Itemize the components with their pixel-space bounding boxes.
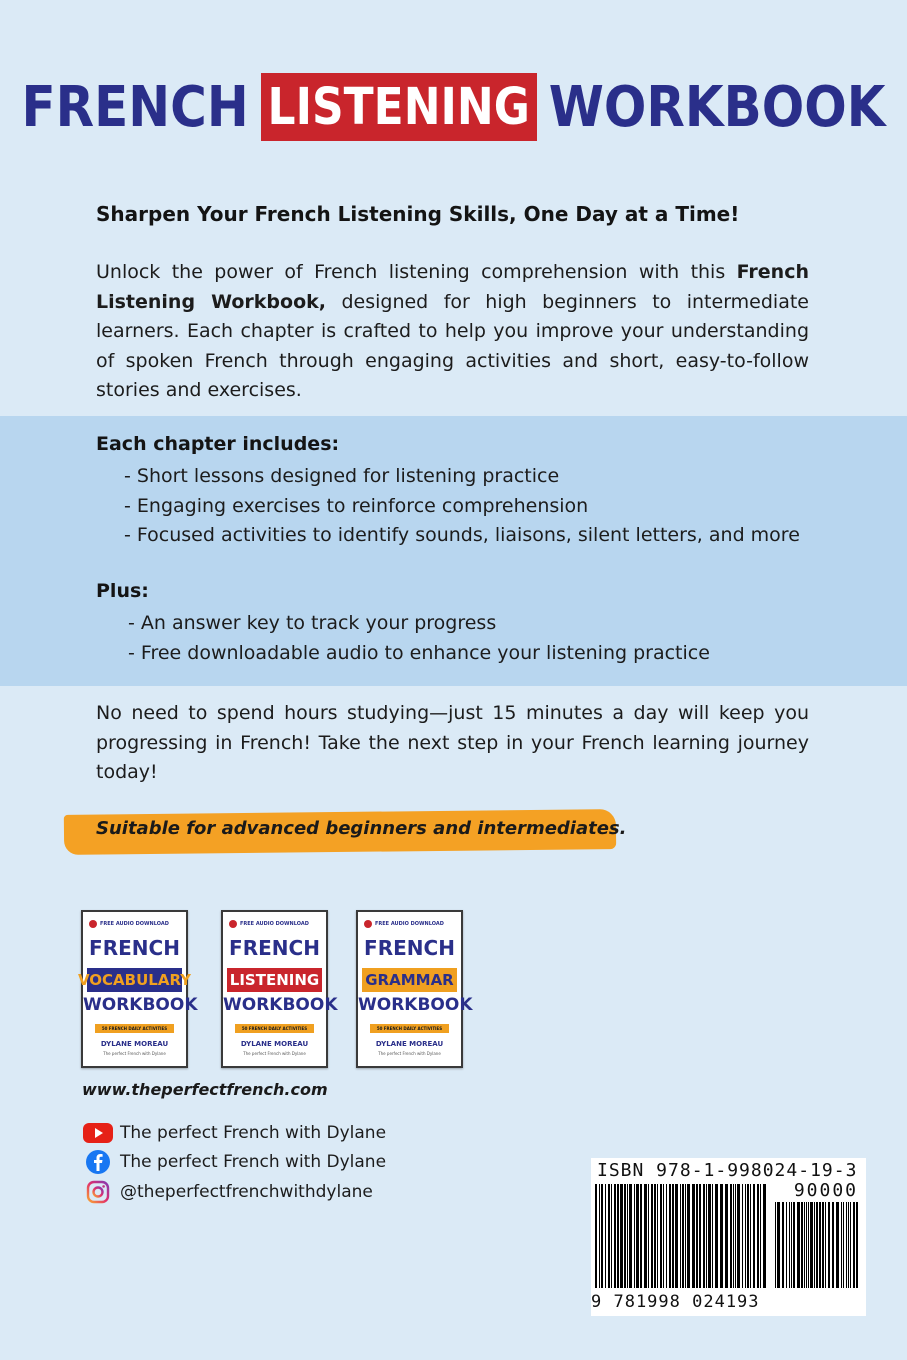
youtube-icon	[82, 1122, 114, 1144]
book-band: VOCABULARY	[87, 968, 182, 992]
book-top-label: FREE AUDIO DOWNLOAD	[100, 921, 169, 927]
chapter-list	[124, 462, 800, 551]
play-icon	[364, 920, 372, 928]
intro-bold: French Listening Workbook,	[96, 261, 809, 313]
facebook-label: The perfect French with Dylane	[120, 1152, 387, 1172]
book-word3: WORKBOOK	[223, 995, 338, 1015]
barcode-number: 9 781998 024193	[591, 1292, 760, 1312]
list-item: - Short lessons designed for listening practice	[124, 465, 560, 487]
social-youtube[interactable]	[82, 1122, 386, 1144]
book-top-label: FREE AUDIO DOWNLOAD	[240, 921, 309, 927]
list-item: - An answer key to track your progress	[128, 612, 497, 634]
book-word3: WORKBOOK	[358, 995, 473, 1015]
social-instagram[interactable]	[82, 1181, 373, 1203]
book-subtitle: 50 FRENCH DAILY ACTIVITIES	[370, 1024, 449, 1033]
title	[0, 72, 907, 142]
plus-heading: Plus:	[96, 580, 149, 602]
book-top-label: FREE AUDIO DOWNLOAD	[375, 921, 444, 927]
highlight-text: Suitable for advanced beginners and intermediates.	[96, 818, 627, 839]
instagram-icon	[82, 1181, 114, 1203]
book-word3: WORKBOOK	[83, 995, 198, 1015]
book-cover-listening[interactable]	[221, 910, 338, 1068]
intro-paragraph	[96, 258, 809, 406]
list-item: - Free downloadable audio to enhance your listening practice	[128, 641, 710, 664]
book-word1: FRENCH	[89, 936, 180, 960]
book-word1: FRENCH	[229, 936, 320, 960]
book-word1: FRENCH	[364, 936, 455, 960]
instagram-label: @theperfectfrenchwithdylane	[120, 1182, 373, 1202]
book-subtitle: 50 FRENCH DAILY ACTIVITIES	[235, 1024, 314, 1033]
tagline: Sharpen Your French Listening Skills, One Day at a Time!	[96, 202, 740, 226]
social-facebook[interactable]	[82, 1151, 386, 1173]
book-author: DYLANE MOREAU	[100, 1040, 169, 1048]
list-item: - Engaging exercises to reinforce comprehension	[124, 494, 589, 517]
title-word-listening: LISTENING	[267, 77, 530, 137]
title-word-french: FRENCH	[21, 74, 249, 140]
book-subtitle: 50 FRENCH DAILY ACTIVITIES	[95, 1024, 174, 1033]
website-link[interactable]: www.theperfectfrench.com	[82, 1080, 328, 1099]
book-band: GRAMMAR	[362, 968, 457, 992]
book-cover-grammar[interactable]	[356, 910, 473, 1068]
closing-paragraph: No need to spend hours studying—just 15 minutes a day will keep you progressing in French! Take the next step in your French learning journey today!	[96, 702, 809, 783]
book-author-sub: The perfect French with Dylane	[378, 1051, 441, 1056]
book-author-sub: The perfect French with Dylane	[243, 1051, 306, 1056]
play-icon	[229, 920, 237, 928]
youtube-label: The perfect French with Dylane	[120, 1123, 387, 1143]
book-author-sub: The perfect French with Dylane	[103, 1051, 166, 1056]
intro-after: designed for high beginners to intermediate learners. Each chapter is crafted to help you improve your understanding of spoken French through engaging activities and short, easy-to-follow stories and exercises.	[96, 290, 809, 401]
list-item: - Focused activities to identify sounds, liaisons, silent letters, and more	[124, 524, 800, 546]
intro-before: Unlock the power of French listening comprehension with this	[96, 261, 737, 283]
price-code: 90000	[793, 1180, 858, 1201]
title-word-workbook: WORKBOOK	[548, 74, 886, 140]
isbn-barcode	[591, 1158, 866, 1316]
play-icon	[89, 920, 97, 928]
facebook-icon	[82, 1151, 114, 1173]
book-author: DYLANE MOREAU	[240, 1040, 309, 1048]
book-cover-vocabulary[interactable]	[77, 910, 198, 1068]
book-band: LISTENING	[227, 968, 322, 992]
plus-list	[128, 609, 710, 668]
isbn-text: ISBN 978-1-998024-19-3	[597, 1160, 858, 1181]
book-author: DYLANE MOREAU	[375, 1040, 444, 1048]
title-box-listening	[261, 73, 537, 141]
chapter-heading: Each chapter includes:	[96, 433, 340, 455]
